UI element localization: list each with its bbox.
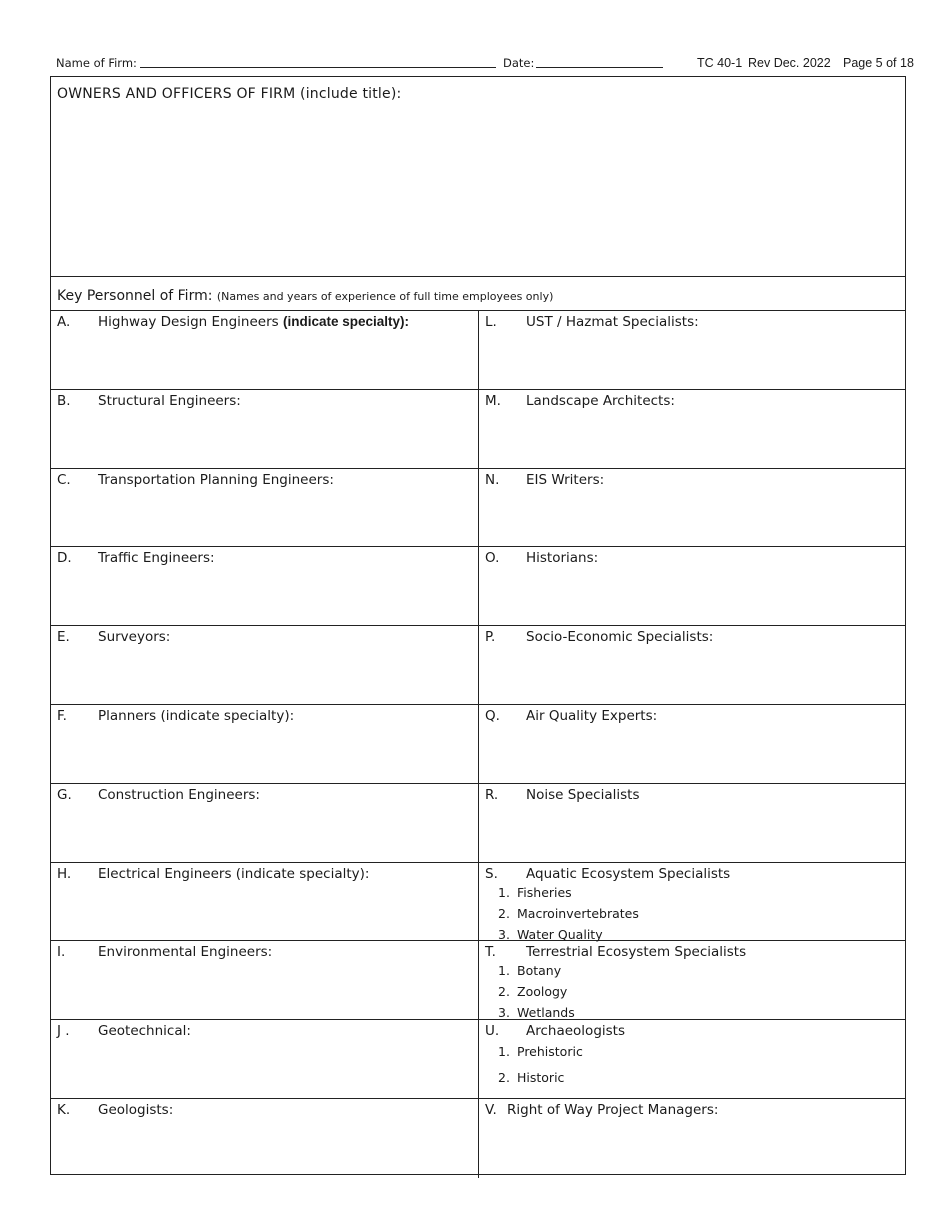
sub-specialty-list: [498, 1039, 583, 1091]
personnel-cell-right[interactable]: [478, 1099, 905, 1178]
category-letter: F.: [57, 708, 67, 724]
category-label-text: Surveyors:: [98, 629, 171, 646]
sub-specialty-list: [498, 882, 639, 945]
owners-title: OWNERS AND OFFICERS OF FIRM (include title):: [57, 86, 402, 102]
category-letter: V.: [485, 1102, 497, 1118]
personnel-cell-left[interactable]: [51, 626, 478, 705]
category-label: [526, 629, 713, 645]
page-number: Page 5 of 18: [843, 56, 914, 70]
category-label: [98, 1023, 191, 1039]
category-label-text: Right of Way Project Managers:: [507, 1102, 719, 1118]
category-label-text: Socio-Economic Specialists:: [526, 629, 714, 646]
personnel-cell-left[interactable]: [51, 547, 478, 626]
category-label: [526, 550, 598, 566]
category-label-text: Geologists:: [98, 1102, 174, 1118]
category-label: [98, 314, 409, 330]
category-label-text: Highway Design Engineers: [98, 314, 279, 330]
firm-name-field[interactable]: [140, 67, 496, 68]
sub-specialty-item: [498, 882, 639, 903]
category-note: (indicate specialty):: [282, 314, 410, 329]
category-letter: L.: [485, 314, 497, 330]
category-label: [98, 708, 294, 724]
category-label-text: Air Quality Experts:: [526, 708, 658, 724]
category-letter: B.: [57, 392, 71, 409]
category-label-text: Geotechnical:: [98, 1023, 191, 1040]
category-label-text: EIS Writers:: [526, 471, 605, 488]
category-label-text: Archaeologists: [526, 1023, 625, 1040]
category-label: [98, 472, 334, 488]
category-letter: R.: [485, 786, 499, 803]
key-personnel-title: [57, 288, 553, 304]
category-letter: G.: [57, 786, 72, 803]
sub-specialty-text: Macroinvertebrates: [517, 905, 639, 921]
firm-name-label: Name of Firm:: [56, 56, 137, 70]
sub-specialty-number: 2.: [498, 1070, 510, 1086]
category-letter: H.: [57, 865, 72, 882]
form-revision: Rev Dec. 2022: [748, 56, 831, 70]
personnel-cell-left[interactable]: [51, 1020, 478, 1099]
category-letter: M.: [485, 392, 501, 409]
category-letter: T.: [485, 944, 496, 961]
sub-specialty-list: [498, 960, 575, 1023]
category-letter: Q.: [485, 708, 500, 724]
category-label: [507, 1102, 718, 1118]
sub-specialty-text: Zoology: [517, 984, 568, 1000]
personnel-cell-left[interactable]: [51, 469, 478, 548]
category-label-text: UST / Hazmat Specialists:: [526, 314, 699, 330]
key-personnel-subtitle: (Names and years of experience of full time employees only): [216, 290, 554, 303]
category-label-text: Planners (indicate specialty):: [98, 708, 295, 724]
category-letter: C.: [57, 471, 71, 488]
category-label-text: Aquatic Ecosystem Specialists: [526, 865, 731, 882]
category-label: [526, 708, 657, 724]
category-letter: S.: [485, 865, 498, 882]
category-label-text: Historians:: [526, 550, 599, 567]
personnel-cell-left[interactable]: [51, 705, 478, 784]
category-letter: K.: [57, 1102, 71, 1118]
category-letter: U.: [485, 1023, 500, 1040]
personnel-cell-right[interactable]: [478, 626, 905, 705]
sub-specialty-text: Water Quality: [517, 926, 603, 942]
category-label-text: Structural Engineers:: [98, 392, 241, 409]
category-label: [526, 944, 746, 960]
page-header: [56, 54, 914, 72]
personnel-cell-left[interactable]: [51, 941, 478, 1020]
category-label: [98, 393, 241, 409]
category-label-text: Traffic Engineers:: [98, 550, 215, 567]
sub-specialty-text: Wetlands: [517, 1005, 575, 1021]
sub-specialty-text: Prehistoric: [517, 1044, 583, 1060]
sub-specialty-number: 1.: [498, 884, 510, 900]
sub-specialty-item: [498, 1039, 583, 1065]
sub-specialty-item: [498, 1065, 583, 1091]
personnel-cell-left[interactable]: [51, 863, 478, 942]
sub-specialty-number: 2.: [498, 905, 510, 921]
sub-specialty-item: [498, 903, 639, 924]
date-label: Date:: [503, 56, 535, 70]
owners-section[interactable]: [51, 77, 905, 277]
category-label: [98, 787, 260, 803]
sub-specialty-number: 3.: [498, 926, 510, 942]
category-label-text: Landscape Architects:: [526, 392, 675, 409]
category-letter: A.: [57, 314, 71, 330]
category-label-text: Electrical Engineers (indicate specialty):: [98, 865, 370, 882]
category-label-text: Terrestrial Ecosystem Specialists: [526, 944, 747, 961]
category-label-text: Noise Specialists: [526, 786, 640, 803]
personnel-cell-left[interactable]: [51, 390, 478, 469]
sub-specialty-number: 1.: [498, 963, 510, 979]
personnel-cell-right[interactable]: [478, 863, 905, 942]
personnel-cell-right[interactable]: [478, 1020, 905, 1099]
category-label: [98, 1102, 173, 1118]
sub-specialty-number: 2.: [498, 984, 510, 1000]
category-label-text: Construction Engineers:: [98, 786, 260, 803]
personnel-cell-right[interactable]: [478, 784, 905, 863]
category-label: [526, 787, 640, 803]
category-label: [98, 866, 369, 882]
category-letter: D.: [57, 550, 72, 567]
category-label: [526, 393, 675, 409]
sub-specialty-text: Fisheries: [517, 884, 572, 900]
category-label-text: Environmental Engineers:: [98, 944, 273, 961]
category-label: [98, 629, 170, 645]
category-label: [526, 472, 604, 488]
sub-specialty-item: [498, 981, 575, 1002]
personnel-cell-left[interactable]: [51, 1099, 478, 1178]
key-personnel-header: [51, 277, 905, 311]
form-id: TC 40-1: [697, 56, 743, 70]
category-letter: O.: [485, 550, 500, 567]
category-label: [526, 1023, 625, 1039]
category-label: [98, 944, 272, 960]
personnel-cell-right[interactable]: [478, 547, 905, 626]
personnel-cell-left[interactable]: [51, 784, 478, 863]
personnel-cell-left[interactable]: [51, 311, 478, 390]
category-label: [526, 866, 730, 882]
date-field[interactable]: [536, 67, 663, 68]
personnel-cell-right[interactable]: [478, 469, 905, 548]
category-letter: P.: [485, 629, 496, 646]
sub-specialty-item: [498, 960, 575, 981]
category-label: [526, 314, 699, 330]
personnel-cell-right[interactable]: [478, 311, 905, 390]
category-label-text: Transportation Planning Engineers:: [98, 471, 334, 488]
sub-specialty-number: 3.: [498, 1005, 510, 1021]
personnel-cell-right[interactable]: [478, 941, 905, 1020]
category-letter: J .: [57, 1023, 70, 1040]
category-label: [98, 550, 215, 566]
personnel-cell-right[interactable]: [478, 390, 905, 469]
category-letter: E.: [57, 629, 70, 646]
personnel-form: [50, 76, 906, 1175]
category-letter: I.: [57, 944, 66, 961]
personnel-cell-right[interactable]: [478, 705, 905, 784]
sub-specialty-text: Botany: [517, 963, 562, 979]
category-letter: N.: [485, 471, 500, 488]
key-personnel-title-text: Key Personnel of Firm:: [57, 288, 213, 304]
sub-specialty-text: Historic: [517, 1070, 565, 1086]
sub-specialty-number: 1.: [498, 1044, 510, 1060]
